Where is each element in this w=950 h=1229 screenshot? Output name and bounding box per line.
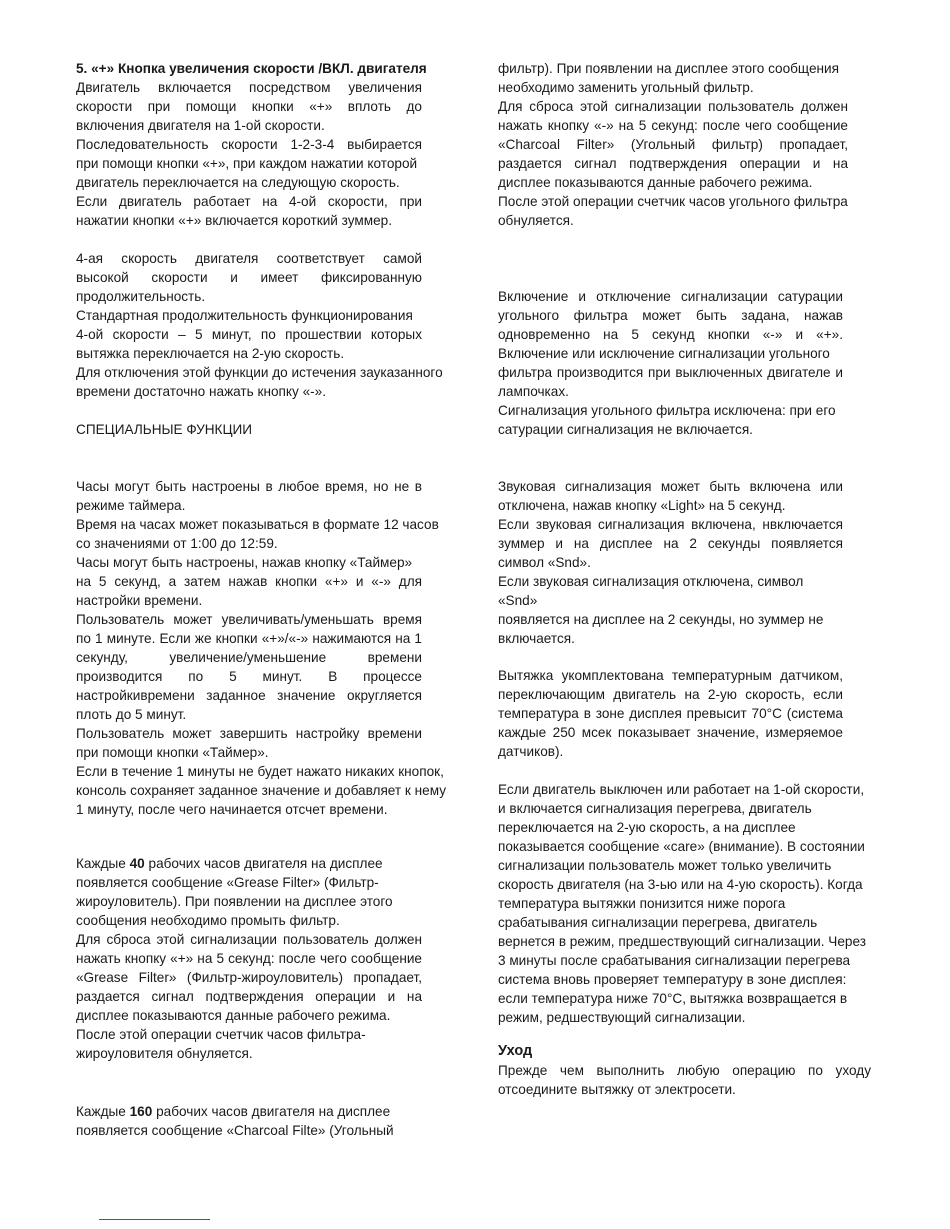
text-line: на 5 секунд, а затем нажав кнопки «+» и «-» для <box>76 574 422 589</box>
hours-value: 160 <box>129 1104 153 1119</box>
care-heading: Уход <box>498 1043 533 1059</box>
text-line <box>76 854 422 873</box>
text-line: высокой скорости и имеет фиксированную <box>76 270 422 285</box>
text-line: Если звуковая сигнализация включена, нвключается <box>498 517 843 532</box>
text-line: Время на часах может показываться в формате 12 часов <box>76 517 439 532</box>
text-line: жироуловитель). При появлении на дисплее этого <box>76 894 393 909</box>
text-line: скорости при помощи кнопки «+» вплоть до <box>76 99 422 114</box>
text-line: Двигатель включается посредством увеличения <box>76 80 422 95</box>
section-title: 5. «+» Кнопка увеличения скорости /ВКЛ. двигателя <box>76 61 427 76</box>
text-line: Часы могут быть настроены, нажав кнопку «Таймер» <box>76 555 413 570</box>
text-line: датчиков). <box>498 744 564 759</box>
text-line: лампочках. <box>498 384 569 399</box>
text-line: дисплее показываются данные рабочего режима. <box>76 1008 391 1023</box>
text-line: Если двигатель выключен или работает на 1-ой скорости, <box>498 782 865 797</box>
text-line: настройки времени. <box>76 593 203 608</box>
text-line: «Charcoal Filter» (Угольный фильтр) пропадает, <box>498 137 848 152</box>
text-line: символ «Snd». <box>498 555 591 570</box>
text-line: После этой операции счетчик часов фильтра- <box>76 1027 366 1042</box>
text-line: 4-ой скорости – 5 минут, по прошествии которых <box>76 327 422 342</box>
section-grease-filter <box>76 854 422 1063</box>
text-line: появляется на дисплее на 2 секунды, но зуммер не <box>498 612 824 627</box>
footnote-separator <box>99 1219 210 1220</box>
text-line: отключена, нажав кнопку «Light» на 5 секунд. <box>498 498 786 513</box>
text-line: После этой операции счетчик часов угольного фильтра <box>498 194 848 209</box>
text-line: двигатель переключается на следующую скорость. <box>76 175 400 190</box>
text-line: температура в зоне дисплея превысит 70°С (система <box>498 706 843 721</box>
text-line: 1 минуту, после чего начинается отсчет времени. <box>76 802 388 817</box>
text-line: каждые 250 мсек показывает значение, измеряемое <box>498 725 843 740</box>
text-line: раздается сигнал подтверждения операции и на <box>498 156 848 171</box>
text-line: зуммер и на дисплее на 2 секунды появляется <box>498 536 843 551</box>
text-fragment: рабочих часов двигателя на дисплее <box>144 856 383 871</box>
text-fragment: рабочих часов двигателя на дисплее <box>152 1104 391 1119</box>
text-line: нажать кнопку «+» на 5 секунд: после чего сообщение <box>76 951 422 966</box>
text-line: Пользователь может увеличивать/уменьшать время <box>76 612 422 627</box>
section-overheat-alarm <box>498 780 871 1027</box>
text-line: Для отключения этой функции до истечения зауказанного <box>76 365 443 380</box>
text-line: Часы могут быть настроены в любое время, но не в <box>76 479 422 494</box>
text-line: отсоедините вытяжку от электросети. <box>498 1082 736 1097</box>
section-charcoal-filter-start <box>76 1102 422 1140</box>
text-line: производится по 5 минут. В процессе <box>76 669 422 684</box>
text-line: Если в течение 1 минуты не будет нажато никаких кнопок, <box>76 764 444 779</box>
text-line: скорость двигателя (на 3-ью или на 4-ую скорость). Когда <box>498 877 863 892</box>
text-line: Звуковая сигнализация может быть включена или <box>498 479 843 494</box>
text-line: включается. <box>498 631 575 646</box>
text-line: 3 минуты после срабатывания сигнализации перегрева <box>498 953 851 968</box>
text-line: режим, редшествующий сигнализации. <box>498 1010 746 1025</box>
text-line: вернется в режим, предшествующий сигнализации. Через <box>498 934 866 949</box>
text-line: фильтр). При появлении на дисплее этого сообщения <box>498 61 839 76</box>
text-line: нажать кнопку «-» на 5 секунд: после чего сообщение <box>498 118 848 133</box>
text-line: Включение и отключение сигнализации сатурации <box>498 289 843 304</box>
text-line: Включение или исключение сигнализации угольного <box>498 346 830 361</box>
text-fragment: Каждые <box>76 856 130 871</box>
text-line: переключается на 2-ую скорость, а на дисплее <box>498 820 796 835</box>
section-clock <box>76 477 446 819</box>
text-line: раздается сигнал подтверждения операции и на <box>76 989 422 1004</box>
text-line: сигнализации пользователь может только увеличить <box>498 858 832 873</box>
text-line: жироуловителя обнуляется. <box>76 1046 253 1061</box>
text-line: при помощи кнопки «Таймер». <box>76 745 269 760</box>
text-line: времени достаточно нажать кнопку «-». <box>76 384 326 399</box>
text-line: Для сброса этой сигнализации пользователь должен <box>498 99 848 114</box>
text-line: Если двигатель работает на 4-ой скорости, при <box>76 194 422 209</box>
section-care <box>498 1042 871 1099</box>
text-line: необходимо заменить угольный фильтр. <box>498 80 754 95</box>
text-line: Если звуковая сигнализация отключена, символ «Snd» <box>498 574 804 608</box>
heading-text: СПЕЦИАЛЬНЫЕ ФУНКЦИИ <box>76 422 253 437</box>
text-line: Последовательность скорости 1-2-3-4 выбирается <box>76 137 422 152</box>
hours-value: 40 <box>129 856 145 871</box>
section-fourth-speed <box>76 249 443 401</box>
text-line: консоль сохраняет заданное значение и добавляет к нему <box>76 783 446 798</box>
text-line: Вытяжка укомплектована температурным датчиком, <box>498 668 843 683</box>
text-line: переключающим двигатель на 2-ую скорость, если <box>498 687 843 702</box>
text-line: обнуляется. <box>498 213 574 228</box>
text-line: нажатии кнопки «+» включается короткий зуммер. <box>76 213 392 228</box>
section-temperature-sensor <box>498 666 843 761</box>
text-line: Сигнализация угольного фильтра исключена: при его <box>498 403 836 418</box>
text-line: 4-ая скорость двигателя соответствует самой <box>76 251 422 266</box>
text-line: сообщения необходимо промыть фильтр. <box>76 913 340 928</box>
text-line: сатурации сигнализация не включается. <box>498 422 753 437</box>
text-line: температура вытяжки понизится ниже порога <box>498 896 786 911</box>
text-line: фильтра производится при выключенных двигателе и <box>498 365 843 380</box>
text-line: со значениями от 1:00 до 12:59. <box>76 536 278 551</box>
text-line: Прежде чем выполнить любую операцию по уходу <box>498 1063 871 1078</box>
text-line: при помощи кнопки «+», при каждом нажатии которой <box>76 156 418 171</box>
text-line: вытяжка переключается на 2-ую скорость. <box>76 346 345 361</box>
text-line: настройкивремени заданное значение округляется <box>76 688 422 703</box>
text-line: если температура ниже 70°С, вытяжка возвращается в <box>498 991 848 1006</box>
text-line: Стандартная продолжительность функционирования <box>76 308 413 323</box>
text-line: дисплее показываются данные рабочего режима. <box>498 175 813 190</box>
text-line: продолжительность. <box>76 289 206 304</box>
section-charcoal-filter-cont <box>498 59 848 230</box>
text-line: срабатывания сигнализации перегрева, двигатель <box>498 915 818 930</box>
text-line: «Grease Filter» (Фильтр-жироуловитель) пропадает, <box>76 970 422 985</box>
text-line: режиме таймера. <box>76 498 186 513</box>
text-line: включения двигателя на 1-ой скорости. <box>76 118 325 133</box>
text-line: угольного фильтра может быть задана, нажав <box>498 308 843 323</box>
text-line: показывается сообщение «care» (внимание). В состоянии <box>498 839 865 854</box>
text-line: по 1 минуте. Если же кнопки «+»/«-» нажимаются на 1 <box>76 631 422 646</box>
text-line: секунду, увеличение/уменьшение времени <box>76 650 422 665</box>
paragraph <box>76 78 422 230</box>
text-line <box>76 1102 422 1121</box>
text-line: и включается сигнализация перегрева, двигатель <box>498 801 812 816</box>
text-line: одновременно на 5 секунд кнопки «-» и «+». <box>498 327 843 342</box>
text-line: система вновь проверяет температуру в зоне дисплея: <box>498 972 847 987</box>
section-saturation-alarm <box>498 287 843 439</box>
special-functions-heading <box>76 420 448 439</box>
text-line: появляется сообщение «Grease Filter» (Фильтр- <box>76 875 379 890</box>
text-line: плоть до 5 минут. <box>76 707 187 722</box>
section-speed-button <box>76 59 448 230</box>
text-fragment: Каждые <box>76 1104 130 1119</box>
section-sound-alarm <box>498 477 843 648</box>
text-line: появляется сообщение «Charcoal Filte» (Угольный <box>76 1123 394 1138</box>
text-line: Пользователь может завершить настройку времени <box>76 726 422 741</box>
text-line: Для сброса этой сигнализации пользователь должен <box>76 932 422 947</box>
